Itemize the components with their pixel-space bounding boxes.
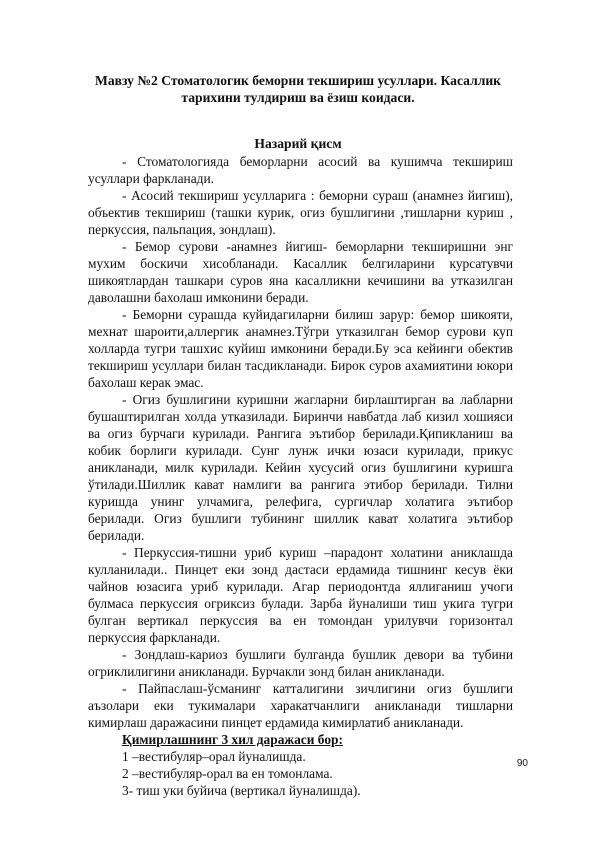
mobility-heading: Қимирлашнинг 3 хил даражаси бор:	[122, 732, 343, 747]
paragraph: - Зондлаш-кариоз бушлиги булганда бушлик девори ва тубини огриклилигини аникланади. Бурчакли зонд билан аникланади.	[88, 647, 513, 679]
paragraph: - Пайпаслаш-ўсманинг катталигини зичлигини огиз бушлиги аъзолари еки тукималари харакатчанлиги аникланади тишларни кимирлаш даражасини пинцет ердамида кимирлатиб аникланади.	[88, 681, 513, 730]
document-body	[88, 153, 513, 799]
paragraph: - Асосий текшириш усулларига : беморни сураш (анамнез йигиш), объектив текшириш (ташки курик, огиз бушлигини ,тишларни куриш , перкуссия, пальпация, зондлаш).	[88, 188, 513, 237]
page-number: 90	[516, 758, 528, 769]
section-heading: Назарий қисм	[254, 136, 342, 151]
list-item: 2 –вестибуляр-орал ва ен томонлама.	[122, 766, 333, 781]
paragraph: - Стоматологияда беморларни асосий ва кушимча текшириш усуллари фаркланади.	[88, 154, 513, 186]
paragraph: - Перкуссия-тишни уриб куриш –парадонт холатини аниклашда кулланилади.. Пинцет еки зонд дастаси ердамида тишнинг кесув ёки чайнов юзасига уриб курилади. Агар периодонтда яллиганиш учоги булмаса перкуссия огриксиз булади. Зарба йуналиши тиш укига тугри булган вертикал перкуссия ва ен томондан урилувчи горизонтал перкуссия фаркланади.	[88, 545, 513, 645]
paragraph: - Огиз бушлигини куришни жагларни бирлаштирган ва лабларни бушаштирилган холда утказилади. Биринчи навбатда лаб кизил хошияси ва огиз бурчаги курилади. Рангига эътибор берилади.Қипикланиш ва кобик борлиги курилади. Сунг лунж ички юзаси курилади, прикус аникланади, милк курилади. Кейин хусусий огиз бушлигини куришга ўтилади.Шиллик кават намлиги ва рангига этибор берилади. Тилни куришда унинг улчамига, релефига, сургичлар холатига эътибор берилади. Огиз бушлиги тубининг шиллик кават холатига эътибор берилади.	[88, 392, 513, 543]
document-title: Мавзу №2 Стоматологик беморни текшириш усуллари. Касаллик тарихини тулдириш ва ёзиш коидаси.	[95, 73, 501, 105]
paragraph: - Беморни сурашда куйидагиларни билиш зарур: бемор шикояти, мехнат шароити,аллергик анамнез.Тўгри утказилган бемор сурови куп холларда тугри ташхис куйиш имконини беради.Бу эса кейинги обектив текшириш усуллари билан тасдикланади. Бирок суров ахамиятини юкори бахолаш керак эмас.	[88, 307, 513, 390]
list-item: 1 –вестибуляр–орал йуналишда.	[122, 749, 306, 764]
paragraph: - Бемор сурови -анамнез йигиш- беморларни текширишни энг мухим боскичи хисобланади. Касаллик белгиларини курсатувчи шикоятлардан ташкари суров яна касалликни кечишини ва утказилган даволашни бахолаш имконини беради.	[88, 239, 513, 305]
list-item: 3- тиш уки буйича (вертикал йуналишда).	[122, 783, 361, 798]
